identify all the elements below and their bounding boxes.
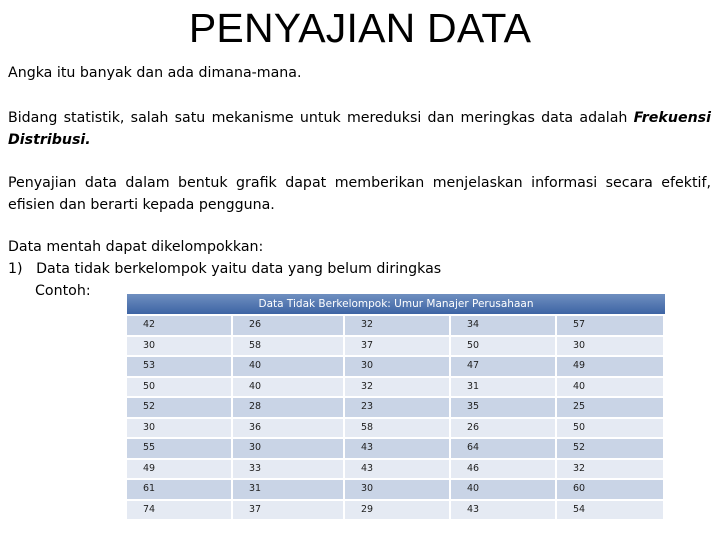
table-cell: 42 bbox=[127, 316, 231, 335]
table-cell: 50 bbox=[557, 419, 663, 438]
table-cell: 30 bbox=[345, 480, 449, 499]
paragraph-statistics bbox=[8, 107, 711, 151]
table-cell: 40 bbox=[451, 480, 555, 499]
page-title: PENYAJIAN DATA bbox=[188, 5, 532, 51]
table-cell: 36 bbox=[233, 419, 343, 438]
table-cell: 52 bbox=[557, 439, 663, 458]
table-cell: 58 bbox=[345, 419, 449, 438]
table-cell: 50 bbox=[451, 337, 555, 356]
table-cell: 54 bbox=[557, 501, 663, 520]
table-row bbox=[127, 439, 665, 458]
table-row bbox=[127, 357, 665, 376]
table-cell: 43 bbox=[345, 460, 449, 479]
paragraph-raw-data bbox=[8, 236, 711, 302]
table-cell: 37 bbox=[233, 501, 343, 520]
table-cell: 61 bbox=[127, 480, 231, 499]
data-table bbox=[127, 294, 665, 519]
table-cell: 57 bbox=[557, 316, 663, 335]
table-row bbox=[127, 419, 665, 438]
table-row bbox=[127, 378, 665, 397]
table-cell: 32 bbox=[557, 460, 663, 479]
table-cell: 26 bbox=[451, 419, 555, 438]
table-cell: 53 bbox=[127, 357, 231, 376]
table-cell: 74 bbox=[127, 501, 231, 520]
table-cell: 50 bbox=[127, 378, 231, 397]
table-cell: 34 bbox=[451, 316, 555, 335]
table-row bbox=[127, 480, 665, 499]
table-cell: 55 bbox=[127, 439, 231, 458]
table-cell: 43 bbox=[345, 439, 449, 458]
table-cell: 28 bbox=[233, 398, 343, 417]
table-row bbox=[127, 460, 665, 479]
table-cell: 32 bbox=[345, 316, 449, 335]
raw-data-heading: Data mentah dapat dikelompokkan: bbox=[8, 239, 264, 255]
example-label: Contoh: bbox=[35, 283, 91, 299]
table-cell: 33 bbox=[233, 460, 343, 479]
table-cell: 31 bbox=[451, 378, 555, 397]
table-body bbox=[127, 316, 665, 519]
table-cell: 31 bbox=[233, 480, 343, 499]
table-cell: 30 bbox=[345, 357, 449, 376]
table-cell: 49 bbox=[557, 357, 663, 376]
table-row bbox=[127, 316, 665, 335]
table-cell: 30 bbox=[127, 419, 231, 438]
table-cell: 37 bbox=[345, 337, 449, 356]
table-cell: 30 bbox=[557, 337, 663, 356]
table-cell: 49 bbox=[127, 460, 231, 479]
table-cell: 64 bbox=[451, 439, 555, 458]
table-cell: 30 bbox=[127, 337, 231, 356]
table-row bbox=[127, 337, 665, 356]
paragraph-intro: Angka itu banyak dan ada dimana-mana. bbox=[8, 65, 302, 81]
table-cell: 25 bbox=[557, 398, 663, 417]
table-cell: 26 bbox=[233, 316, 343, 335]
table-cell: 58 bbox=[233, 337, 343, 356]
list-item-ungrouped: 1) Data tidak berkelompok yaitu data yang belum diringkas bbox=[8, 261, 442, 277]
table-cell: 23 bbox=[345, 398, 449, 417]
table-cell: 46 bbox=[451, 460, 555, 479]
table-caption: Data Tidak Berkelompok: Umur Manajer Perusahaan bbox=[127, 294, 665, 314]
table-cell: 40 bbox=[557, 378, 663, 397]
paragraph-statistics-text: Bidang statistik, salah satu mekanisme untuk mereduksi dan meringkas data adalah bbox=[8, 110, 634, 126]
table-cell: 30 bbox=[233, 439, 343, 458]
table-cell: 32 bbox=[345, 378, 449, 397]
paragraph-presentation: Penyajian data dalam bentuk grafik dapat memberikan menjelaskan informasi secara efektif, efisien dan berarti kepada pengguna. bbox=[8, 175, 711, 213]
table-row bbox=[127, 398, 665, 417]
table-cell: 35 bbox=[451, 398, 555, 417]
frequency-distribution-term: Frekuensi Distribusi. bbox=[8, 110, 711, 148]
table-cell: 60 bbox=[557, 480, 663, 499]
table-cell: 43 bbox=[451, 501, 555, 520]
table-cell: 29 bbox=[345, 501, 449, 520]
table-cell: 40 bbox=[233, 378, 343, 397]
table-row bbox=[127, 501, 665, 520]
table-cell: 40 bbox=[233, 357, 343, 376]
table-cell: 52 bbox=[127, 398, 231, 417]
table-cell: 47 bbox=[451, 357, 555, 376]
